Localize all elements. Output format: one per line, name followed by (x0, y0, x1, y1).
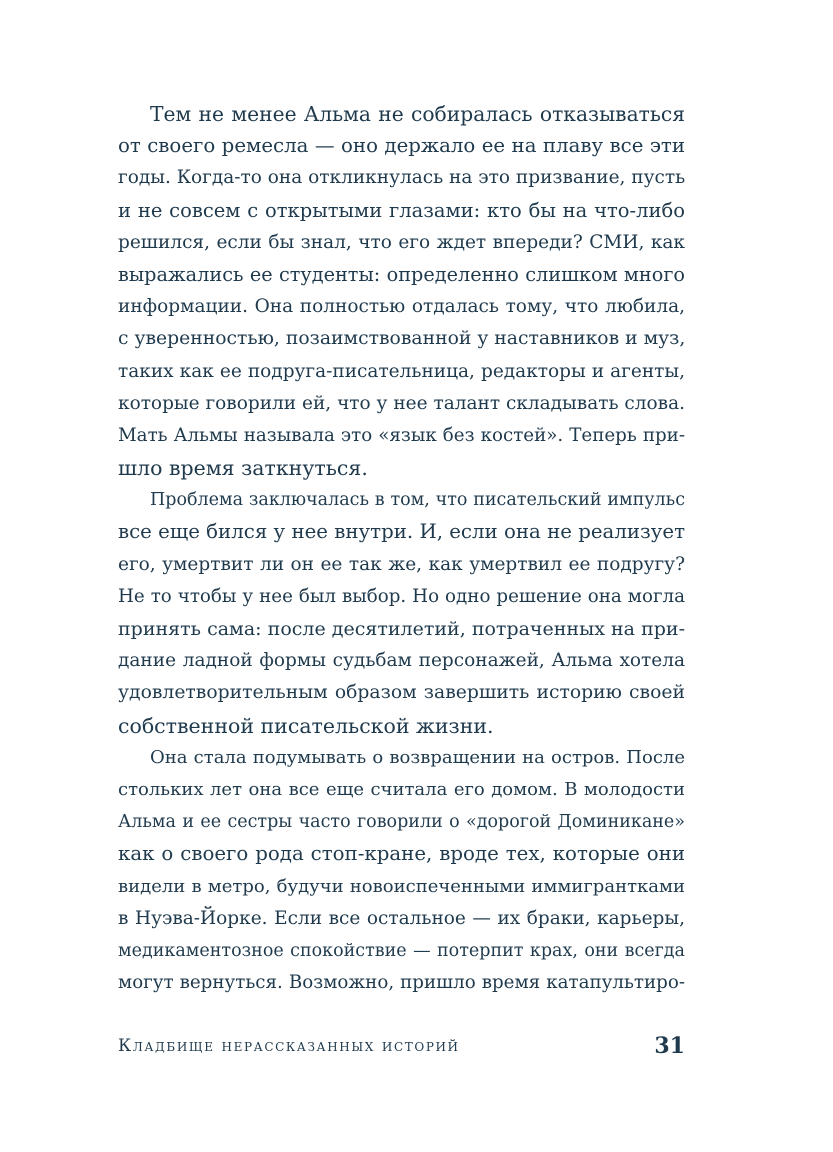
text-line: стольких лет она все еще считала его домом. В молодости (118, 778, 685, 800)
text-line: могут вернуться. Возможно, пришло время катапультиро- (118, 972, 685, 994)
text-line: которые говорили ей, что у нее талант складывать слова. (118, 392, 685, 414)
text-line: принять сама: после десятилетий, потраченных на при- (118, 618, 685, 640)
text-line: Она стала подумывать о возвращении на остров. После (150, 746, 685, 768)
text-line: Проблема заключалась в том, что писательский импульс (150, 490, 685, 511)
text-line: видели в метро, будучи новоиспеченными иммигрантками (118, 875, 685, 897)
text-line: все еще бился у нее внутри. И, если она не реализует (118, 520, 686, 544)
text-line: его, умертвит ли он ее так же, как умертвил ее подругу? (118, 553, 685, 575)
book-page-body (118, 98, 685, 999)
text-line: в Нуэва-Йорке. Если все остальное — их браки, карьеры, (118, 907, 685, 929)
text-line: как о своего рода стоп-кране, вроде тех, которые они (118, 842, 685, 866)
text-line: с уверенностью, позаимствованной у наставников и муз, (118, 328, 686, 350)
text-line: шло время заткнуться. (118, 456, 368, 481)
page-number: 31 (654, 1033, 685, 1059)
text-line: Не то чтобы у нее был выбор. Но одно решение она могла (118, 585, 685, 607)
text-line: и не совсем с открытыми глазами: кто бы на что-либо (118, 198, 685, 222)
text-line: информации. Она полностью отдалась тому, что любила, (118, 296, 685, 318)
text-line: Тем не менее Альма не собиралась отказываться (150, 102, 685, 126)
page-footer (118, 1032, 685, 1062)
text-line: решился, если бы знал, что его ждет впереди? СМИ, как (118, 231, 685, 253)
text-line: Мать Альмы называла это «язык без костей». Теперь при- (118, 424, 685, 446)
text-line: годы. Когда-то она откликнулась на это призвание, пусть (118, 167, 686, 189)
running-title: Кладбище нерассказанных историй (118, 1036, 460, 1056)
text-line: удовлетворительным образом завершить историю своей (118, 682, 685, 704)
text-line: дание ладной формы судьбам персонажей, Альма хотела (118, 650, 685, 672)
text-line: собственной писательской жизни. (118, 713, 494, 738)
text-line: от своего ремесла — оно держало ее на плаву все эти (118, 134, 685, 158)
text-line: медикаментозное спокойствие — потерпит крах, они всегда (118, 940, 685, 961)
text-line: выражались ее студенты: определенно слишком много (118, 262, 685, 286)
text-line: Альма и ее сестры часто говорили о «дорогой Доминикане» (118, 812, 685, 833)
text-line: таких как ее подруга-писательница, редакторы и агенты, (118, 360, 685, 382)
